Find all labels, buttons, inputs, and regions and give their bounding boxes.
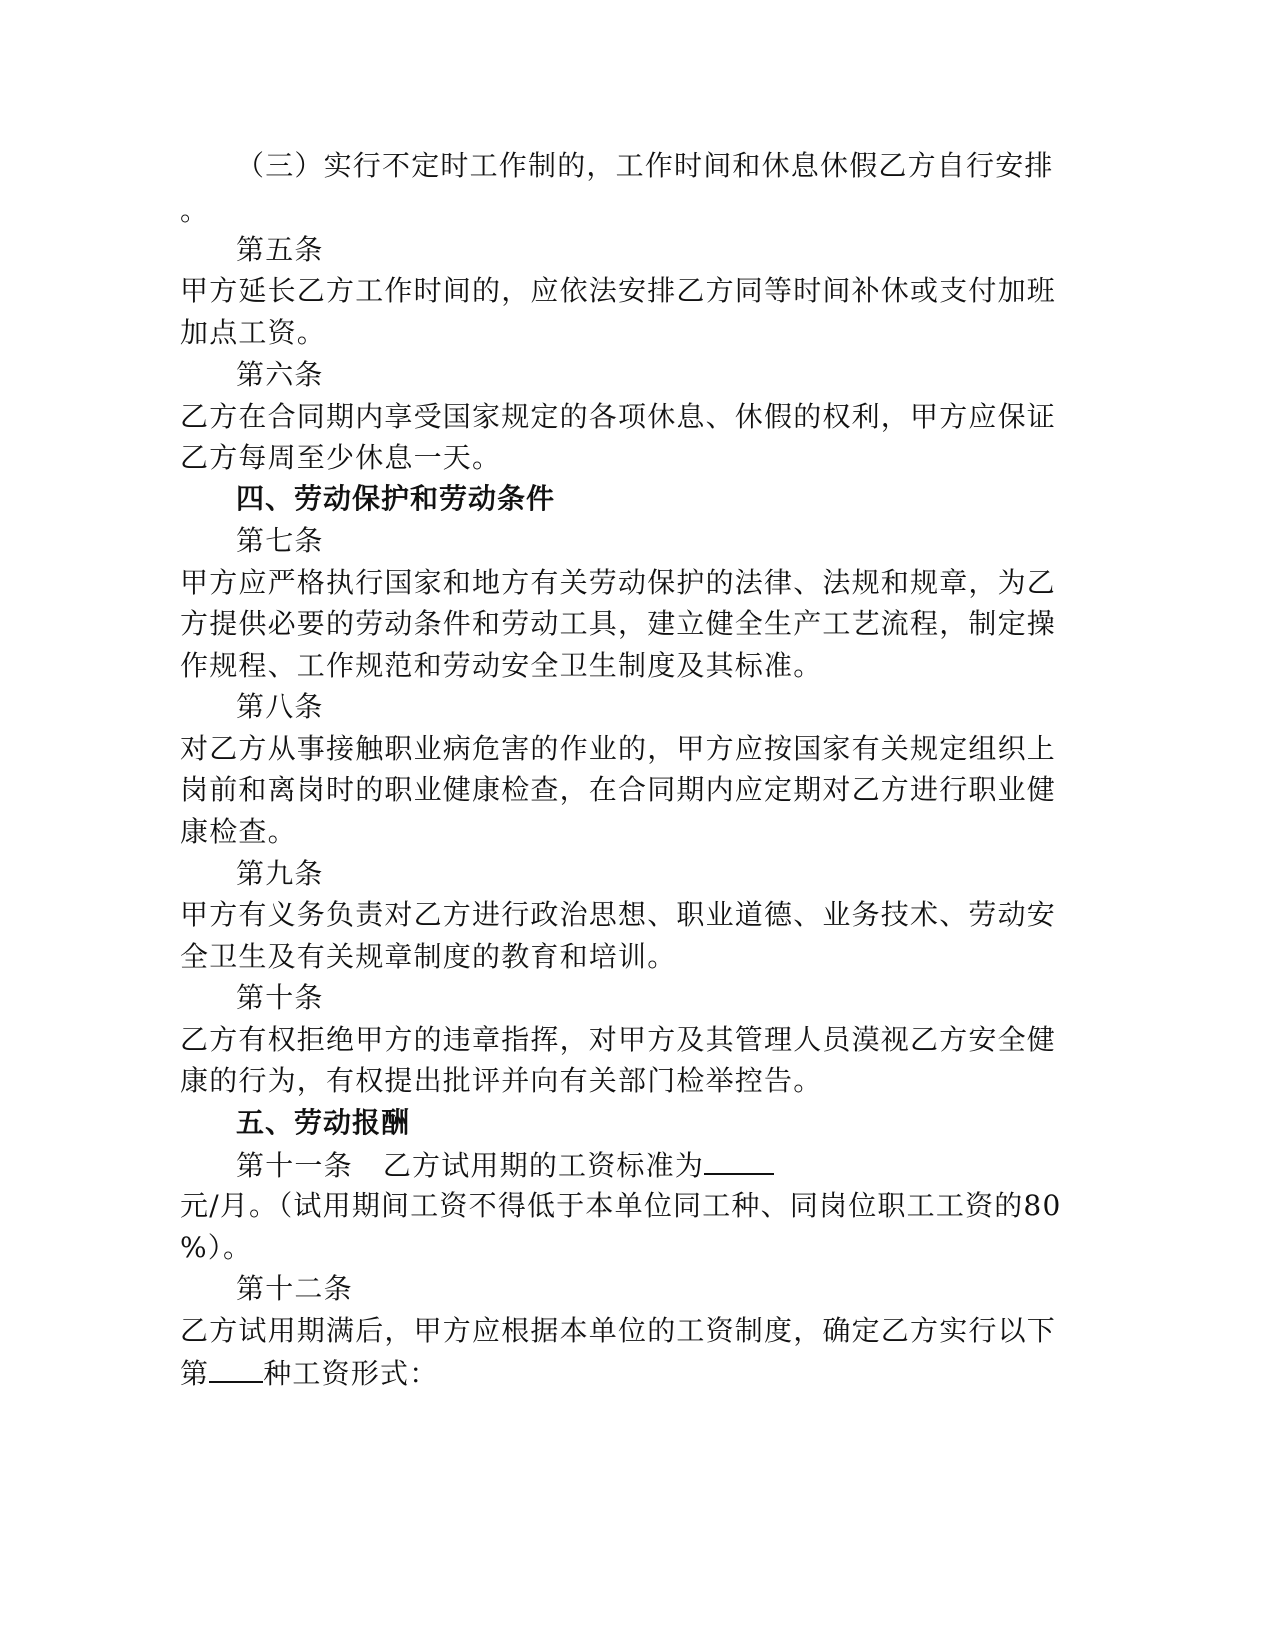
clause-text: 种工资形式： <box>263 1357 439 1390</box>
paragraph-line: 乙方有权拒绝甲方的违章指挥，对甲方及其管理人员漠视乙方安全健 <box>180 1023 1057 1056</box>
paragraph-line: 岗前和离岗时的职业健康检查，在合同期内应定期对乙方进行职业健 <box>180 773 1057 806</box>
clause-text: 第 <box>180 1357 210 1390</box>
paragraph-line: 乙方在合同期内享受国家规定的各项休息、休假的权利，甲方应保证 <box>180 400 1057 433</box>
fill-in-blank[interactable] <box>704 1143 774 1175</box>
section-heading: 五、劳动报酬 <box>236 1106 411 1139</box>
article-heading: 第十二条 <box>236 1272 353 1305</box>
article-heading: 第七条 <box>236 524 324 557</box>
paragraph-line: 元/月。（试用期间工资不得低于本单位同工种、同岗位职工工资的80 <box>180 1189 1062 1222</box>
paragraph-line: 全卫生及有关规章制度的教育和培训。 <box>180 940 677 973</box>
paragraph-line: 乙方试用期满后，甲方应根据本单位的工资制度，确定乙方实行以下 <box>180 1314 1057 1347</box>
paragraph-line: 甲方应严格执行国家和地方有关劳动保护的法律、法规和规章，为乙 <box>180 566 1057 599</box>
clause-text: 乙方试用期的工资标准为 <box>382 1149 705 1182</box>
article-heading: 第八条 <box>236 690 324 723</box>
paragraph-line: 加点工资。 <box>180 316 327 349</box>
paragraph-line: %）。 <box>180 1231 253 1264</box>
paragraph-line: 方提供必要的劳动条件和劳动工具，建立健全生产工艺流程，制定操 <box>180 607 1057 640</box>
paragraph-line: 甲方有义务负责对乙方进行政治思想、职业道德、业务技术、劳动安 <box>180 898 1057 931</box>
article-heading: 第十条 <box>236 981 324 1014</box>
paragraph-line: 康的行为，有权提出批评并向有关部门检举控告。 <box>180 1064 823 1097</box>
article-heading: 第十一条 <box>236 1149 353 1182</box>
article-heading: 第六条 <box>236 358 324 391</box>
fill-in-blank[interactable] <box>209 1351 263 1383</box>
section-heading: 四、劳动保护和劳动条件 <box>236 482 556 515</box>
paragraph-line: 乙方每周至少休息一天。 <box>180 441 502 474</box>
paragraph-line: 作规程、工作规范和劳动安全卫生制度及其标准。 <box>180 649 823 682</box>
article-line <box>236 1143 774 1187</box>
paragraph-line: （三）实行不定时工作制的，工作时间和休息休假乙方自行安排 <box>236 149 1054 182</box>
paragraph-line: 对乙方从事接触职业病危害的作业的，甲方应按国家有关规定组织上 <box>180 732 1057 765</box>
paragraph-line: 甲方延长乙方工作时间的，应依法安排乙方同等时间补休或支付加班 <box>180 274 1057 307</box>
paragraph-line-with-blank <box>180 1351 438 1395</box>
article-heading: 第九条 <box>236 857 324 890</box>
article-heading: 第五条 <box>236 233 324 266</box>
paragraph-line: 。 <box>180 194 210 227</box>
paragraph-line: 康检查。 <box>180 815 297 848</box>
